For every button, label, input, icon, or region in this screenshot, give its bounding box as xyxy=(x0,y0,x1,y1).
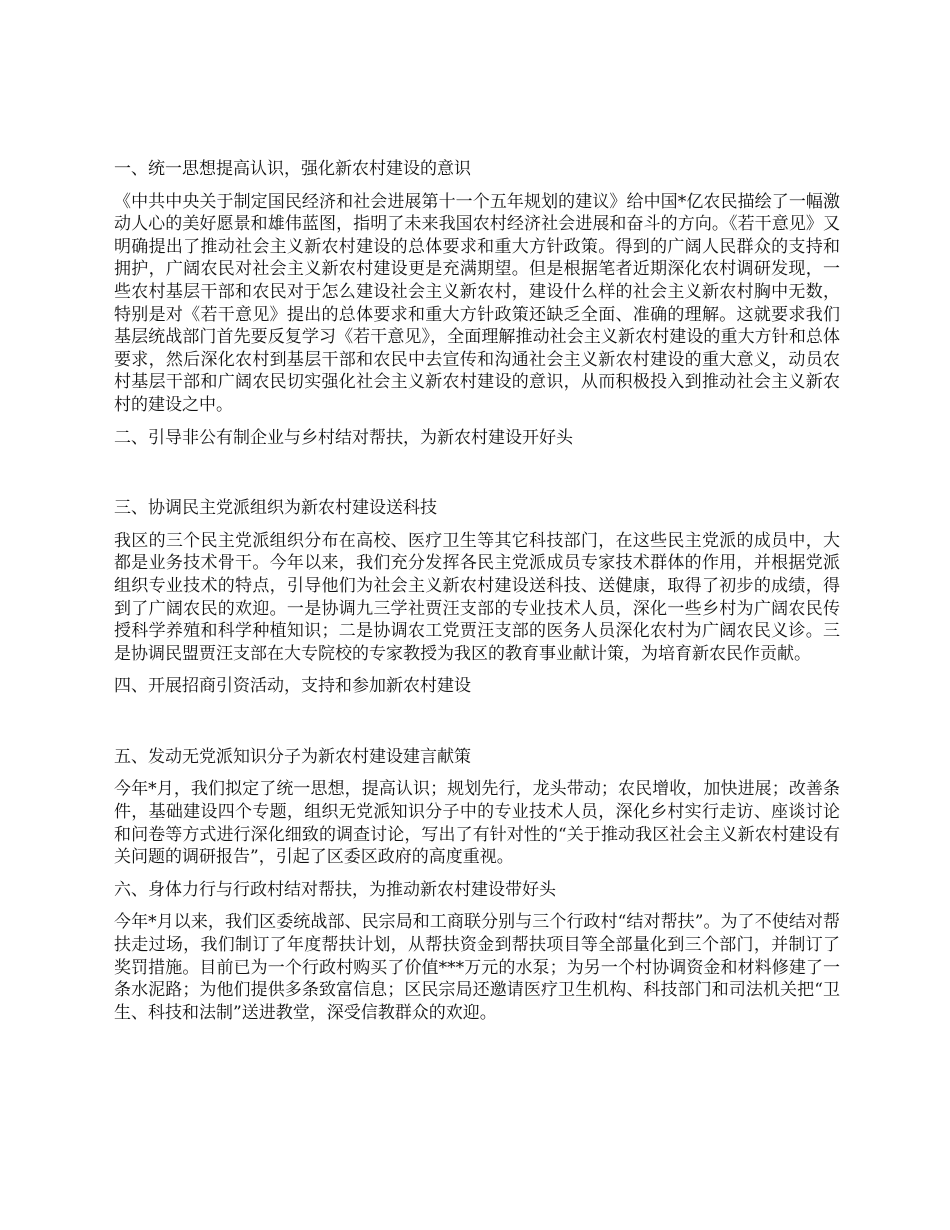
section-body: 我区的三个民主党派组织分布在高校、医疗卫生等其它科技部门，在这些民主党派的成员中，大都是业务技术骨干。今年以来，我们充分发挥各民主党派成员专家技术群体的作用，并根据党派组织专业技术的特点，引导他们为社会主义新农村建设送科技、送健康，取得了初步的成绩，得到了广阔农民的欢迎。一是协调九三学社贾汪支部的专业技术人员，深化一些乡村为广阔农民传授科学养殖和科学种植知识；二是协调农工党贾汪支部的医务人员深化农村为广阔农民义诊。三是协调民盟贾汪支部在大专院校的专家教授为我区的教育事业献计策，为培育新农民作贡献。 xyxy=(114,530,840,664)
section-body: 《中共中央关于制定国民经济和社会进展第十一个五年规划的建议》给中国*亿农民描绘了一幅激动人心的美好愿景和雄伟蓝图，指明了未来我国农村经济社会进展和奋斗的方向。《若干意见》又明确提出了推动社会主义新农村建设的总体要求和重大方针政策。得到的广阔人民群众的支持和拥护，广阔农民对社会主义新农村建设更是充满期望。但是根据笔者近期深化农村调研发现，一些农村基层干部和农民对于怎么建设社会主义新农村，建设什么样的社会主义新农村胸中无数，特别是对《若干意见》提出的总体要求和重大方针政策还缺乏全面、准确的理解。这就要求我们基层统战部门首先要反复学习《若干意见》，全面理解推动社会主义新农村建设的重大方针和总体要求，然后深化农村到基层干部和农民中去宣传和沟通社会主义新农村建设的重大意义，动员农村基层干部和广阔农民切实强化社会主义新农村建设的意识，从而积极投入到推动社会主义新农村的建设之中。 xyxy=(114,191,840,415)
section-heading: 六、身体力行与行政村结对帮扶，为推动新农村建设带好头 xyxy=(114,879,556,900)
section-body: 今年*月以来，我们区委统战部、民宗局和工商联分别与三个行政村“结对帮扶”。为了不使结对帮扶走过场，我们制订了年度帮扶计划，从帮扶资金到帮扶项目等全部量化到三个部门，并制订了奖罚措施。目前已为一个行政村购买了价值***万元的水泵；为另一个村协调资金和材料修建了一条水泥路；为他们提供多条致富信息；区民宗局还邀请医疗卫生机构、科技部门和司法机关把“卫生、科技和法制”送进教堂，深受信教群众的欢迎。 xyxy=(114,912,840,1023)
section-1 xyxy=(114,158,840,417)
blank-gap xyxy=(114,459,840,497)
section-heading: 二、引导非公有制企业与乡村结对帮扶，为新农村建设开好头 xyxy=(114,427,573,448)
section-6 xyxy=(114,879,840,1025)
blank-gap xyxy=(114,708,840,746)
section-heading: 五、发动无党派知识分子为新农村建设建言献策 xyxy=(114,746,471,767)
section-body: 今年*月，我们拟定了统一思想，提高认识；规划先行，龙头带动；农民增收，加快进展；改善条件，基础建设四个专题，组织无党派知识分子中的专业技术人员，深化乡村实行走访、座谈讨论和问卷等方式进行深化细致的调查讨论，写出了有针对性的“关于推动我区社会主义新农村建设有关问题的调研报告”，引起了区委区政府的高度重视。 xyxy=(114,779,840,868)
section-heading: 四、开展招商引资活动，支持和参加新农村建设 xyxy=(114,676,471,697)
section-heading: 一、统一思想提高认识，强化新农村建设的意识 xyxy=(114,159,471,179)
section-3 xyxy=(114,497,840,665)
section-5 xyxy=(114,746,840,869)
section-heading: 三、协调民主党派组织为新农村建设送科技 xyxy=(114,498,437,519)
section-4 xyxy=(114,675,840,746)
section-2 xyxy=(114,427,840,498)
document-page xyxy=(114,158,840,1034)
